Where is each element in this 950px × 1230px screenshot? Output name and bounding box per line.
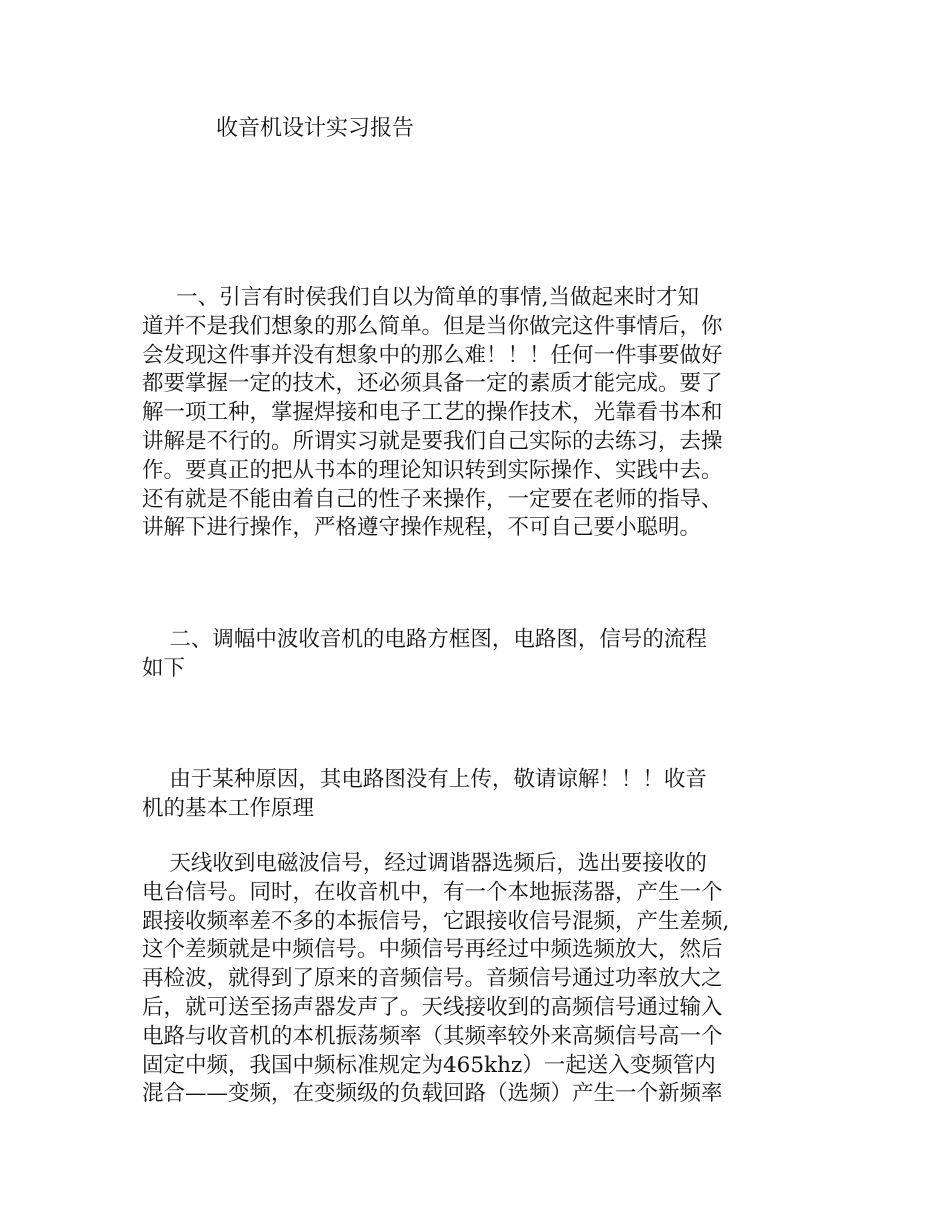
- paragraph-line: 天线收到电磁波信号，经过调谐器选频后，选出要接收的: [142, 851, 707, 876]
- paragraph-line: 还有就是不能由着自己的性子来操作，一定要在老师的指导、: [142, 486, 723, 512]
- document-title: 收音机设计实习报告: [216, 116, 415, 141]
- paragraph-line: 由于某种原因，其电路图没有上传，敬请谅解！！！收音: [142, 767, 707, 792]
- paragraph-line: 如下: [142, 655, 186, 681]
- paragraph-line: 讲解是不行的。所谓实习就是要我们自己实际的去练习，去操: [142, 428, 723, 454]
- paragraph-line: 电路与收音机的本机振荡频率（其频率较外来高频信号高一个: [142, 1023, 723, 1049]
- paragraph-line: 再检波，就得到了原来的音频信号。音频信号通过功率放大之: [142, 966, 723, 992]
- paragraph-line: 二、调幅中波收音机的电路方框图，电路图，信号的流程: [142, 627, 707, 652]
- paragraph-line: 讲解下进行操作，严格遵守操作规程，不可自己要小聪明。: [142, 515, 702, 541]
- paragraph-line: 电台信号。同时，在收音机中，有一个本地振荡器，产生一个: [142, 879, 723, 905]
- paragraph-line: 机的基本工作原理: [142, 795, 315, 821]
- paragraph-notice: [142, 766, 822, 824]
- paragraph-circuit-diagram: [142, 626, 822, 684]
- paragraph-introduction: [142, 284, 822, 543]
- paragraph-line: 固定中频，我国中频标准规定为465khz）一起送入变频管内: [142, 1052, 716, 1078]
- paragraph-line: 都要掌握一定的技术，还必须具备一定的素质才能完成。要了: [142, 371, 723, 397]
- paragraph-working-principle: [142, 850, 822, 1109]
- paragraph-line: 跟接收频率差不多的本振信号，它跟接收信号混频，产生差频,: [142, 908, 730, 934]
- paragraph-line: 后，就可送至扬声器发声了。天线接收到的高频信号通过输入: [142, 994, 723, 1020]
- paragraph-line: 道并不是我们想象的那么简单。但是当你做完这件事情后，你: [142, 313, 723, 339]
- paragraph-line: 混合——变频，在变频级的负载回路（选频）产生一个新频率: [142, 1081, 723, 1107]
- paragraph-line: 一、引言有时侯我们自以为简单的事情,当做起来时才知: [142, 285, 700, 310]
- paragraph-line: 解一项工种，掌握焊接和电子工艺的操作技术，光靠看书本和: [142, 400, 723, 426]
- paragraph-line: 会发现这件事并没有想象中的那么难！！！任何一件事要做好: [142, 342, 723, 368]
- paragraph-line: 作。要真正的把从书本的理论知识转到实际操作、实践中去。: [142, 457, 723, 483]
- paragraph-line: 这个差频就是中频信号。中频信号再经过中频选频放大，然后: [142, 937, 723, 963]
